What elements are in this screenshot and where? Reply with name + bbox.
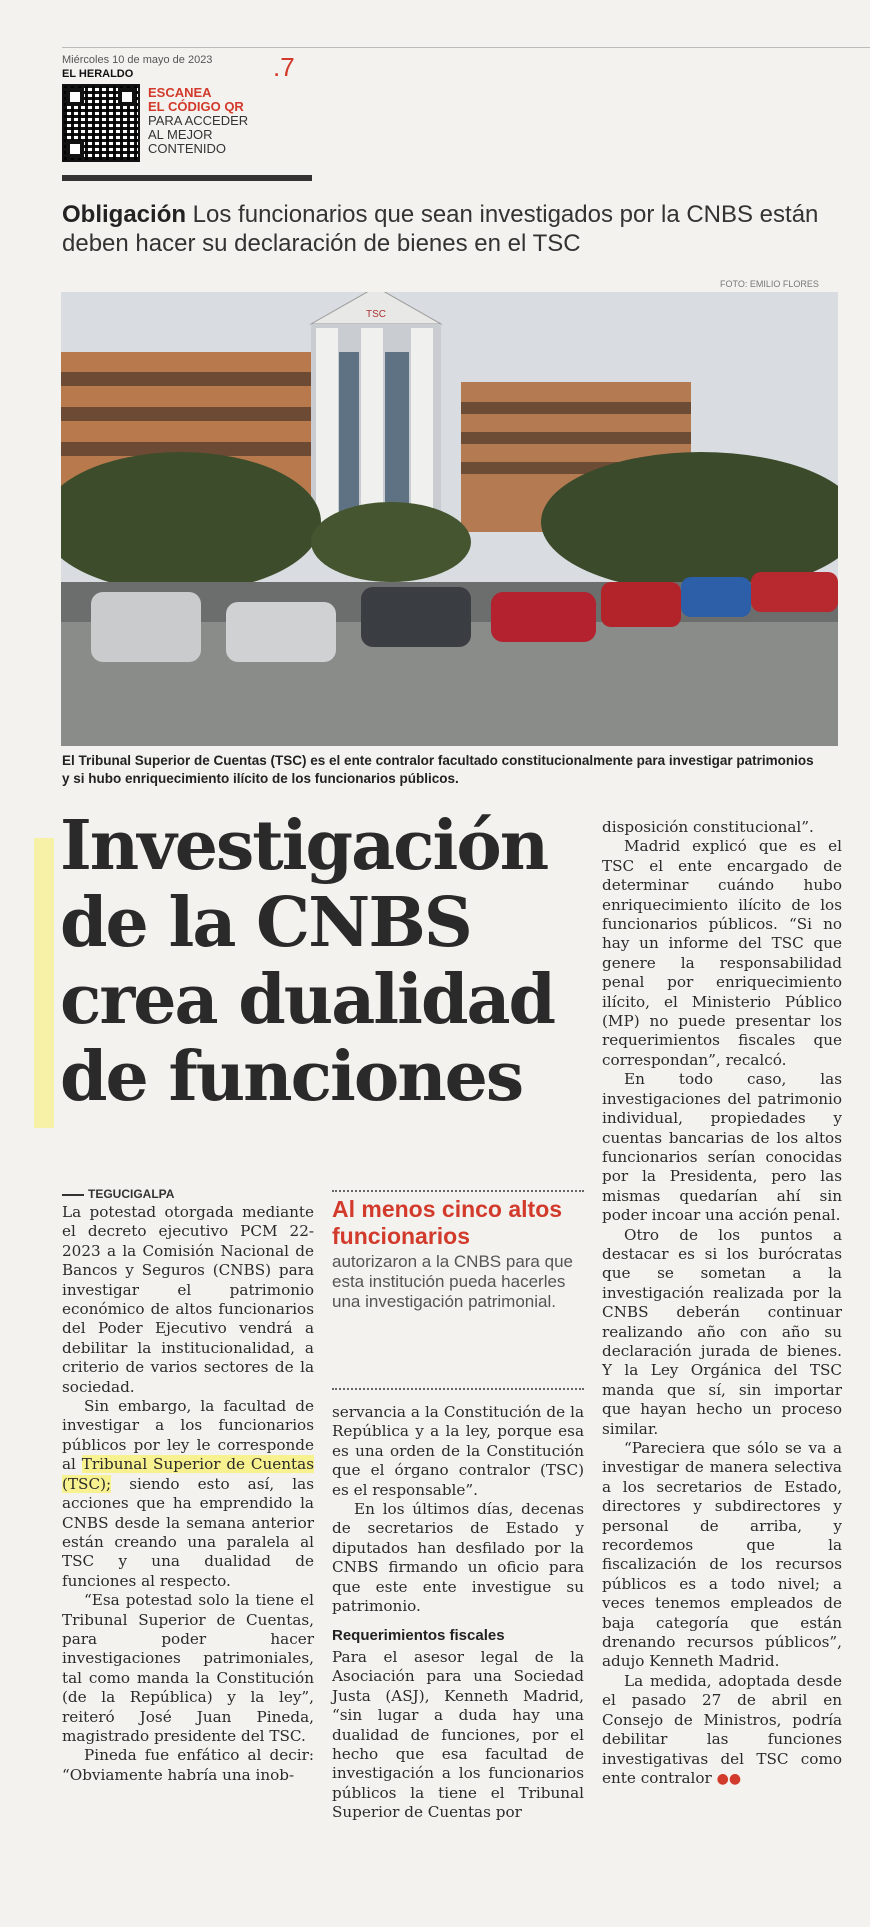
paragraph: En todo caso, las investigaciones del patrimonio individual, propiedades y cuentas bancarias de los altos funcionarios serían conocidas por la Presidenta, pero las mismas quedarían ahí sin poder incoar una acción penal. [602,1070,842,1225]
paragraph: “Esa potestad solo la tiene el Tribunal Superior de Cuentas, para poder hacer investigaciones patrimoniales, tal como manda la Constitución (de la República) y la ley”, reiteró José Juan Pineda, magistrado presidente del TSC. [62,1591,314,1745]
headline-line-2: de la CNBS [60,883,471,963]
qr-instructions [148,86,248,156]
text-run: La medida, adoptada desde el pasado 27 de abril en Consejo de Ministros, podría debilitar las funciones investigativas del TSC como ente contralor [602,1671,842,1787]
article-column-3 [602,818,842,1789]
headline [60,808,600,1116]
tsc-building-photo [61,292,838,746]
end-mark-icon: ●● [716,1770,742,1787]
paragraph: disposición constitucional”. [602,818,814,836]
paragraph: Para el asesor legal de la Asociación para una Sociedad Justa (ASJ), Kenneth Madrid, “sin lugar a duda hay una dualidad de funciones, por el hecho que esa facultad de investigación a los funcionarios públicos la tiene el Tribunal Superior de Cuentas por [332,1647,584,1822]
qr-line-3: PARA ACCEDER [148,113,249,128]
top-rule [62,47,870,48]
paragraph: Pineda fue enfático al decir: “Obviamente habría una inob- [62,1746,314,1784]
paragraph: La potestad otorgada mediante el decreto ejecutivo PCM 22-2023 a la Comisión Nacional de Bancos y Seguros (CNBS) para investigar el patrimonio económico de altos funcionarios del Poder Ejecutivo vendrá a debilitar la institucionalidad, a criterio de varios sectores de la sociedad. [62,1203,314,1396]
page-number: .7 [273,52,295,82]
text-run: Sin embargo, la facultad de investigar a los funcionarios públicos por ley le corresponde al [62,1397,314,1474]
paragraph: Otro de los puntos a destacar es si los burócratas que se sometan a la investigación realizada por la CNBS deberán continuar realizando año con año su declaración jurada de bienes. Y la Ley Orgánica del TSC manda que sí, sin importar que hayan hecho un proceso similar. [602,1225,842,1438]
subheading: Requerimientos fiscales [332,1627,505,1645]
issue-date: Miércoles 10 de mayo de 2023 [62,54,213,66]
photo-credit: FOTO: EMILIO FLORES [720,279,819,289]
dateline: TEGUCIGALPA [62,1187,174,1201]
paragraph [62,1397,314,1591]
pullquote-rule-bottom [332,1388,584,1390]
paragraph: Madrid explicó que es el TSC el ente encargado de determinar cuándo hubo enriquecimiento ilícito de los funcionarios públicos. “Si no hay un informe del TSC que genere la responsabilidad penal por enriquecimiento ilícito, el Ministerio Público (MP) no puede presentar los requerimientos fiscales que correspondan”, recalcó. [602,837,842,1069]
paragraph: En los últimos días, decenas de secretarios de Estado y diputados han desfilado por la CNBS firmando un oficio para que este ente investigue su patrimonio. [332,1500,584,1616]
qr-line-2: EL CÓDIGO QR [148,99,244,114]
newspaper-name: EL HERALDO [62,68,134,80]
photo-caption: El Tribunal Superior de Cuentas (TSC) es el ente contralor facultado constitucionalmente para investigar patrimonios y si hubo enriquecimiento ilícito de los funcionarios públicos. [62,753,814,786]
paragraph: “Pareciera que sólo se va a investigar de manera selectiva a los secretarios de Estado, directores y subdirectores y personal de arriba, y recordemos que la fiscalización de los recursos públicos es a todo nivel; a veces tenemos empleados de baja categoría que están drenando recursos públicos”, adujo Kenneth Madrid. [602,1439,842,1671]
paragraph [602,1672,842,1789]
text-run: siendo esto así, las acciones que ha emprendido la CNBS desde la semana anterior están creando una paralela al TSC y una dualidad de funciones al respecto. [62,1474,314,1590]
article-column-1 [62,1203,314,1785]
headline-line-4: de funciones [60,1037,523,1117]
pullquote-body: autorizaron a la CNBS para que esta institución pueda hacerles una investigación patrimonial. [332,1252,573,1311]
masthead-rule [62,175,312,181]
highlighter-mark [34,838,54,1128]
lead-summary [62,200,852,258]
headline-line-3: crea dualidad [60,960,555,1040]
lead-text: Los funcionarios que sean investigados por la CNBS están deben hacer su declaración de bienes en el TSC [62,201,819,257]
pullquote-rule-top [332,1190,584,1192]
qr-code-icon[interactable] [62,84,140,162]
lead-kicker: Obligación [62,201,187,228]
highlighted-text: Tribunal Superior de Cuentas (TSC); [62,1455,314,1493]
headline-line-1: Investigación [60,806,548,886]
qr-line-1: ESCANEA [148,85,212,100]
building-sign: TSC [366,309,386,320]
paragraph: servancia a la Constitución de la República y a la ley, porque esa es una orden de la Constitución que el órgano contralor (TSC) es el responsable”. [332,1403,584,1499]
article-column-2 [332,1403,584,1823]
qr-line-4: AL MEJOR [148,127,213,142]
qr-line-5: CONTENIDO [148,141,226,156]
pullquote-heading: Al menos cinco altos funcionarios [332,1196,563,1249]
